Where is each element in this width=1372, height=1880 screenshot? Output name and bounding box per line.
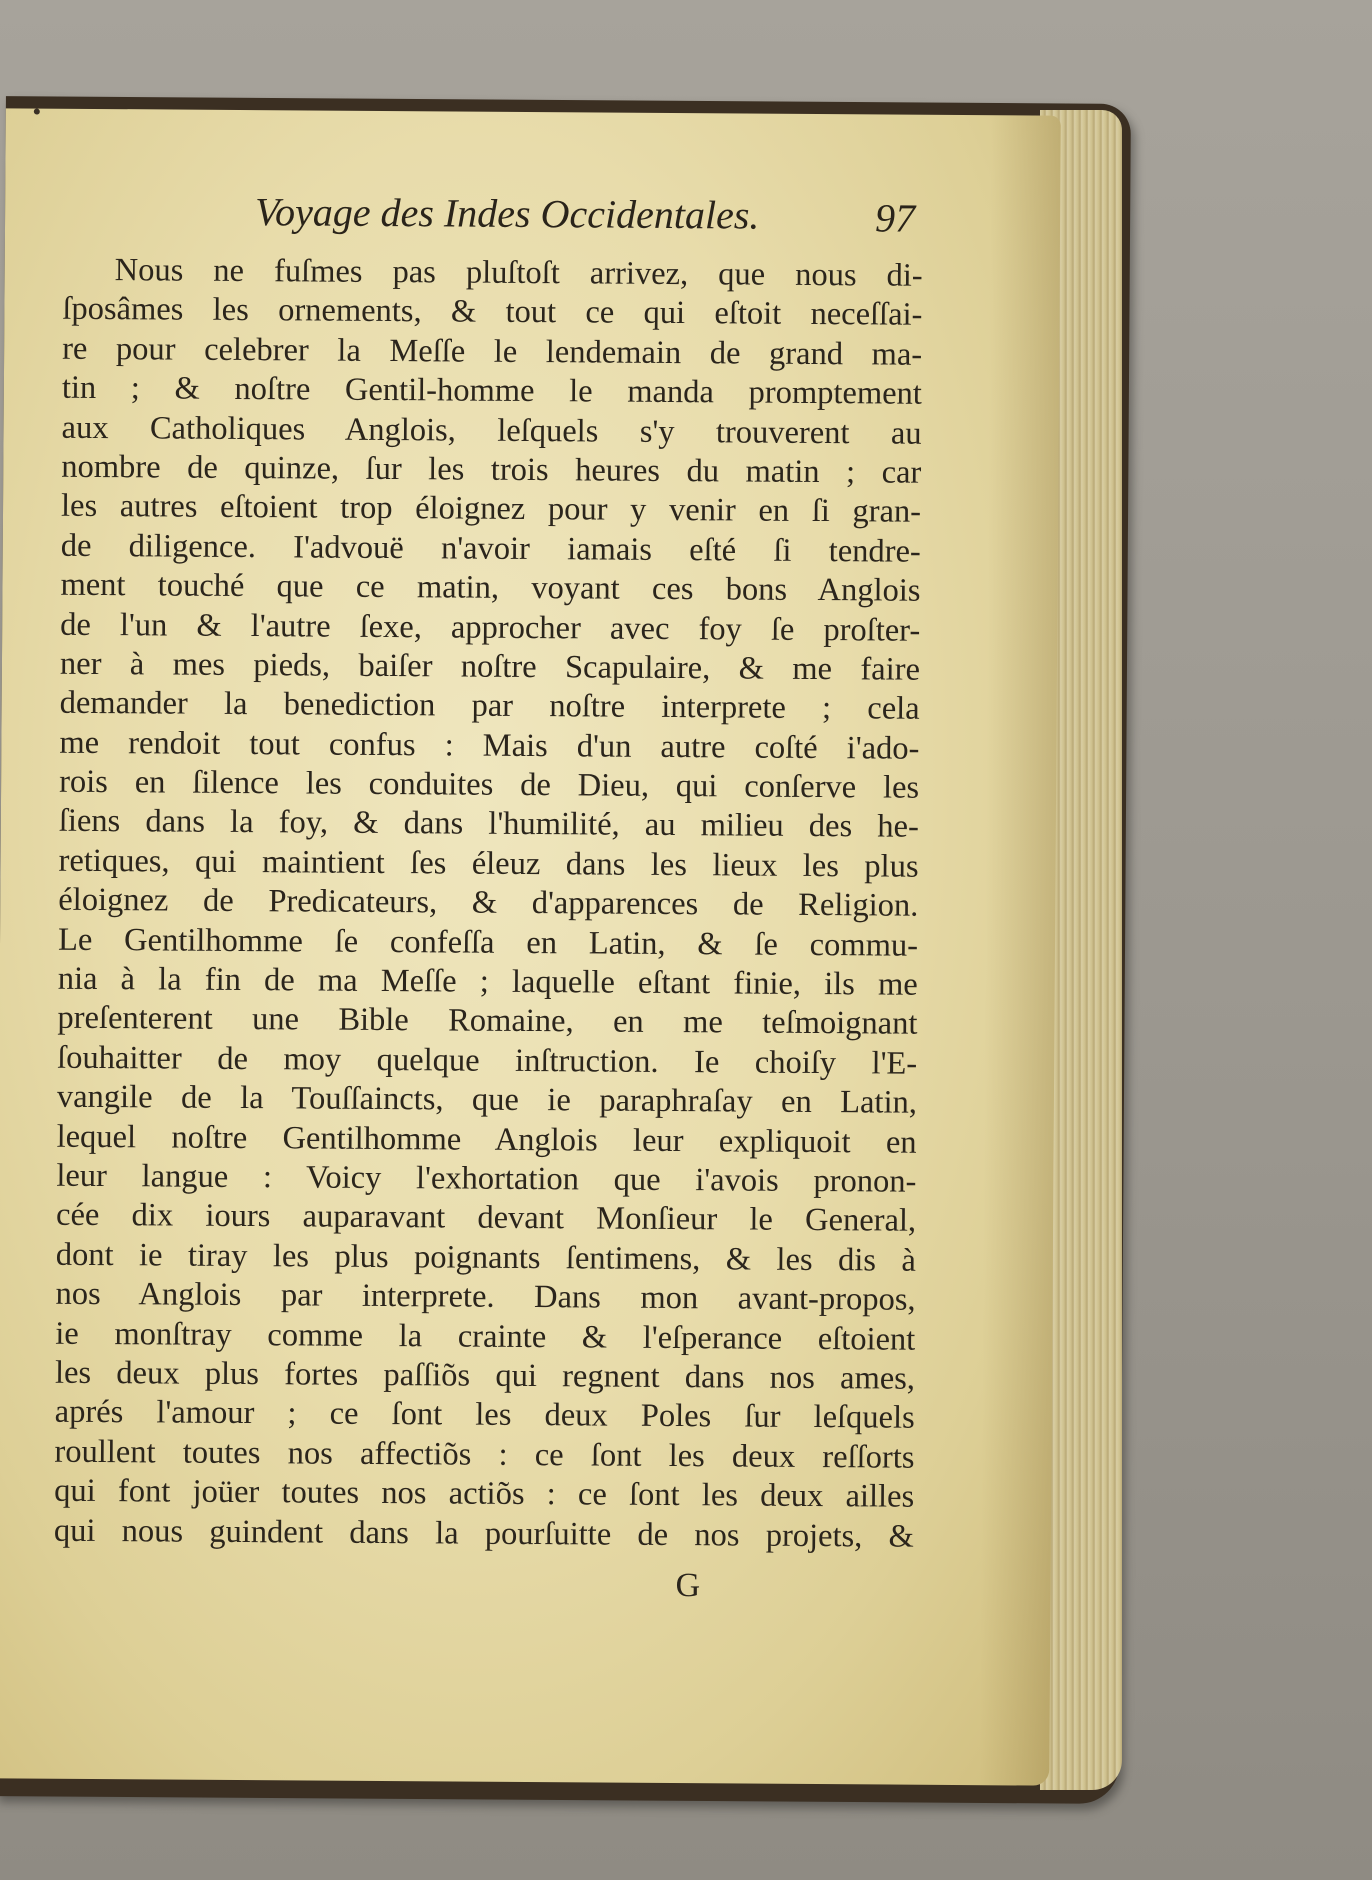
text-line: dont ie tiray les plus poignants ſentimens, & les dis à	[55, 1236, 916, 1279]
text-line: les deux plus fortes paſſiõs qui regnent dans nos ames,	[54, 1354, 916, 1397]
signature-mark: G	[675, 1567, 701, 1605]
text-line: retiques, qui maintient ſes éleuz dans les lieux les plus	[58, 842, 919, 885]
page-number: 97	[874, 195, 916, 241]
text-line: nos Anglois par interprete. Dans mon avant-propos,	[55, 1275, 916, 1318]
ink-speck	[34, 109, 40, 115]
text-line: Nous ne fuſmes pas pluſtoſt arrivez, que nous di-	[114, 252, 923, 294]
text-line: nia à la fin de ma Meſſe ; laquelle eſtant finie, ils me	[57, 960, 918, 1003]
text-line: de diligence. I'advouë n'avoir iamais eſté ſi tendre-	[60, 527, 921, 570]
text-line: re pour celebrer la Meſſe le lendemain de grand ma-	[62, 330, 923, 373]
text-line: ner à mes pieds, baiſer noſtre Scapulaire, & me faire	[59, 645, 921, 688]
text-line: demander la benediction par noſtre interprete ; cela	[59, 685, 920, 728]
text-line: vangile de la Touſſaincts, que ie paraphraſay en Latin,	[56, 1078, 918, 1121]
text-line: qui nous guindent dans la pourſuitte de nos projets, &	[53, 1512, 915, 1555]
text-line: de l'un & l'autre ſexe, approcher avec foy ſe proſter-	[60, 606, 921, 649]
text-line: ie monſtray comme la crainte & l'eſperance eſtoient	[55, 1315, 916, 1358]
body-text	[54, 251, 923, 1557]
text-line: aprés l'amour ; ce ſont les deux Poles ſur leſquels	[54, 1394, 915, 1437]
running-head	[235, 188, 935, 249]
text-line: qui font joüer toutes nos actiõs : ce ſont les deux ailles	[54, 1472, 915, 1515]
text-line: aux Catholiques Anglois, leſquels s'y trouverent au	[61, 409, 922, 452]
text-line: nombre de quinze, ſur les trois heures du matin ; car	[61, 448, 922, 491]
text-line: éloignez de Predicateurs, & d'apparences de Religion.	[58, 881, 919, 924]
text-line: ment touché que ce matin, voyant ces bons Anglois	[60, 566, 921, 609]
running-head-title: Voyage des Indes Occidentales.	[254, 189, 760, 238]
text-line: me rendoit tout confus : Mais d'un autre coſté i'ado-	[59, 724, 920, 767]
book-page	[0, 108, 1061, 1785]
text-line: les autres eſtoient trop éloignez pour y venir en ſi gran-	[60, 488, 922, 531]
text-line: ſouhaitter de moy quelque inſtruction. Ie choiſy l'E-	[57, 1039, 918, 1082]
text-line: Le Gentilhomme ſe confeſſa en Latin, & ſe commu-	[57, 921, 919, 964]
text-line: tin ; & noſtre Gentil-homme le manda promptement	[61, 369, 922, 412]
text-line: ſiens dans la foy, & dans l'humilité, au milieu des he-	[58, 803, 919, 846]
text-line: roullent toutes nos affectiõs : ce ſont les deux reſſorts	[54, 1433, 915, 1476]
text-line: cée dix iours auparavant devant Monſieur le General,	[55, 1197, 917, 1240]
text-line: lequel noſtre Gentilhomme Anglois leur expliquoit en	[56, 1118, 917, 1161]
text-line: ſposâmes les ornements, & tout ce qui eſtoit neceſſai-	[62, 291, 923, 334]
text-line: leur langue : Voicy l'exhortation que i'avois pronon-	[56, 1157, 917, 1200]
text-line: rois en ſilence les conduites de Dieu, qui conſerve les	[59, 763, 920, 806]
text-line: preſenterent une Bible Romaine, en me teſmoignant	[57, 1000, 918, 1043]
page-shading	[979, 115, 1061, 1785]
